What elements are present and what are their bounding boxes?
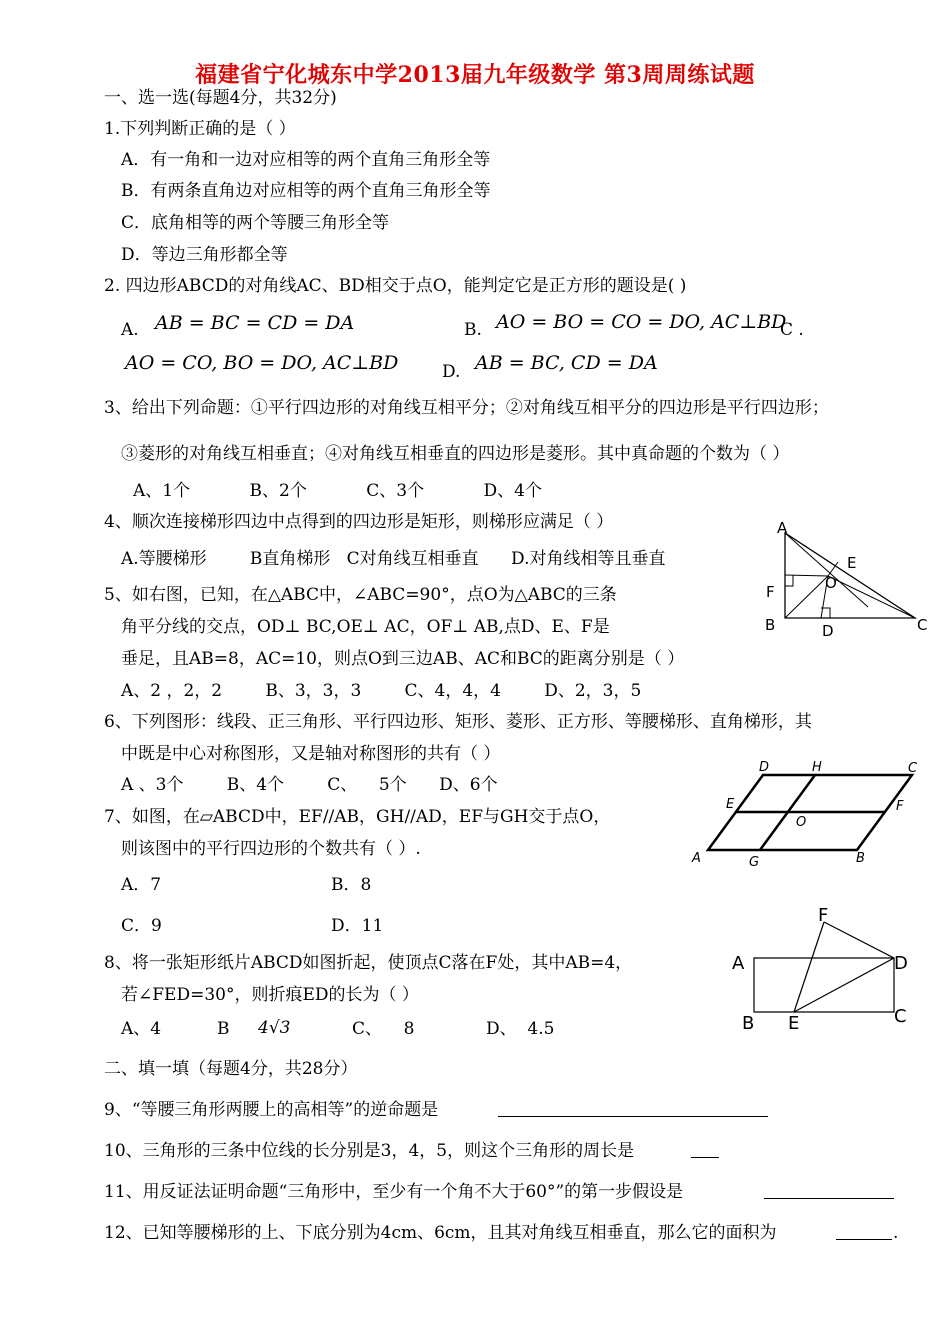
q12-period: . (893, 1223, 899, 1243)
q5-fig-label-a: A (777, 519, 788, 537)
q11-text: 11、用反证法证明命题“三角形中，至少有一个角不大于60°”的第一步假设是 (104, 1182, 684, 1202)
q2-option-b-label: B. (464, 320, 482, 340)
q7-fig-label-b: B (856, 851, 865, 866)
q8-folded-rectangle-figure (728, 905, 928, 1034)
q5-fig-label-o: O (825, 574, 837, 592)
q7-parallelogram-figure (690, 758, 925, 873)
q7-fig-label-a: A (692, 851, 701, 866)
q7-option-d: D．11 (331, 916, 384, 936)
q5-fig-label-e: E (847, 554, 857, 572)
q2-option-a-math: AB = BC = CD = DA (155, 312, 355, 334)
q5-triangle-figure (755, 520, 940, 640)
q10-answer-blank[interactable] (691, 1141, 719, 1158)
q1-option-c: C．底角相等的两个等腰三角形全等 (121, 213, 390, 233)
q1-option-d: D．等边三角形都全等 (121, 245, 288, 265)
q9-answer-blank[interactable] (498, 1100, 768, 1117)
q2-option-d-label: D. (442, 362, 461, 382)
q7-option-c: C．9 (121, 916, 162, 936)
q2-option-c-label: C . (780, 320, 804, 340)
q1-option-b: B．有两条直角边对应相等的两个直角三角形全等 (121, 181, 491, 201)
q5-options: A、2 ，2，2 B、3，3，3 C、4，4，4 D、2，3，5 (121, 681, 642, 701)
section-one-heading: 一、选一选(每题4分，共32分) (104, 88, 337, 108)
q5-fig-label-c: C (917, 616, 928, 634)
q5-fig-label-b: B (765, 616, 776, 634)
q11-answer-blank[interactable] (764, 1182, 894, 1199)
q8-line2: 若∠FED=30°，则折痕ED的长为（ ） (121, 985, 419, 1005)
q2-option-a-label: A. (121, 320, 139, 340)
q7-fig-label-d: D (759, 760, 770, 775)
q8-option-b-value: 4√3 (258, 1018, 291, 1038)
q2-option-b-math: AO = BO = CO = DO, AC⊥BD (496, 311, 787, 333)
q3-options: A、1个 B、2个 C、3个 D、4个 (133, 481, 542, 501)
q6-line2: 中既是中心对称图形，又是轴对称图形的共有（ ） (121, 744, 501, 764)
q8-option-d: D、 4.5 (486, 1019, 555, 1039)
q6-options: A 、3个 B、4个 C、 5个 D、6个 (121, 775, 498, 795)
q8-fig-label-e: E (788, 1013, 800, 1034)
q7-option-a: A．7 (121, 875, 162, 895)
q5-line1: 5、如右图，已知，在△ABC中，∠ABC=90°，点O为△ABC的三条 (104, 585, 617, 605)
q2-option-c-math: AO = CO, BO = DO, AC⊥BD (125, 352, 399, 374)
q9-text: 9、“等腰三角形两腰上的高相等”的逆命题是 (104, 1100, 439, 1120)
q7-fig-label-g: G (749, 855, 760, 870)
q8-fig-label-c: C (894, 1006, 907, 1027)
q2-stem: 2. 四边形ABCD的对角线AC、BD相交于点O，能判定它是正方形的题设是( ) (104, 276, 687, 296)
q8-option-a: A、4 (121, 1019, 162, 1039)
q8-fig-label-f: F (818, 905, 829, 926)
q7-fig-label-o: O (796, 815, 807, 830)
q8-option-c: C、 8 (352, 1019, 415, 1039)
q12-text: 12、已知等腰梯形的上、下底分别为4cm、6cm，且其对角线互相垂直，那么它的面积为 (104, 1223, 777, 1243)
q8-option-b-label: B (217, 1019, 230, 1039)
q5-fig-label-d: D (822, 622, 834, 640)
q3-line1: 3、给出下列命题：①平行四边形的对角线互相平分；②对角线互相平分的四边形是平行四边形； (104, 398, 829, 418)
q12-answer-blank[interactable] (836, 1223, 892, 1240)
q7-option-b: B．8 (331, 875, 372, 895)
q8-fig-label-d: D (894, 953, 908, 974)
q8-fig-label-a: A (732, 953, 745, 974)
q5-line2: 角平分线的交点，OD⊥ BC,OE⊥ AC，OF⊥ AB,点D、E、F是 (121, 617, 610, 637)
q1-stem: 1.下列判断正确的是（ ） (104, 119, 296, 139)
q1-option-a: A．有一角和一边对应相等的两个直角三角形全等 (121, 150, 491, 170)
q7-line2: 则该图中的平行四边形的个数共有（ ）. (121, 839, 421, 859)
q2-option-d-math: AB = BC, CD = DA (475, 352, 658, 374)
q8-line1: 8、将一张矩形纸片ABCD如图折起，使顶点C落在F处，其中AB=4， (104, 953, 633, 973)
q5-fig-label-f: F (766, 583, 775, 601)
q7-fig-label-e: E (726, 797, 735, 812)
q4-stem: 4、顺次连接梯形四边中点得到的四边形是矩形，则梯形应满足（ ） (104, 512, 614, 532)
section-two-heading: 二、填一填（每题4分，共28分） (104, 1059, 358, 1079)
q7-fig-label-f: F (896, 799, 904, 814)
q5-line3: 垂足，且AB=8，AC=10，则点O到三边AB、AC和BC的距离分别是（ ） (121, 649, 685, 669)
q4-options: A.等腰梯形 B直角梯形 C对角线互相垂直 D.对角线相等且垂直 (121, 549, 666, 569)
q7-line1: 7、如图，在▱ABCD中，EF//AB，GH//AD，EF与GH交于点O， (104, 807, 611, 827)
q7-fig-label-c: C (908, 761, 918, 776)
page-title: 福建省宁化城东中学2013届九年级数学 第3周周练试题 (195, 62, 755, 88)
q3-line2: ③菱形的对角线互相垂直；④对角线互相垂直的四边形是菱形。其中真命题的个数为（ ） (121, 444, 790, 464)
q6-line1: 6、下列图形：线段、正三角形、平行四边形、矩形、菱形、正方形、等腰梯形、直角梯形，其 (104, 712, 812, 732)
q7-fig-label-h: H (812, 760, 822, 775)
q10-text: 10、三角形的三条中位线的长分别是3，4，5，则这个三角形的周长是 (104, 1141, 635, 1161)
q8-fig-label-b: B (742, 1013, 755, 1034)
